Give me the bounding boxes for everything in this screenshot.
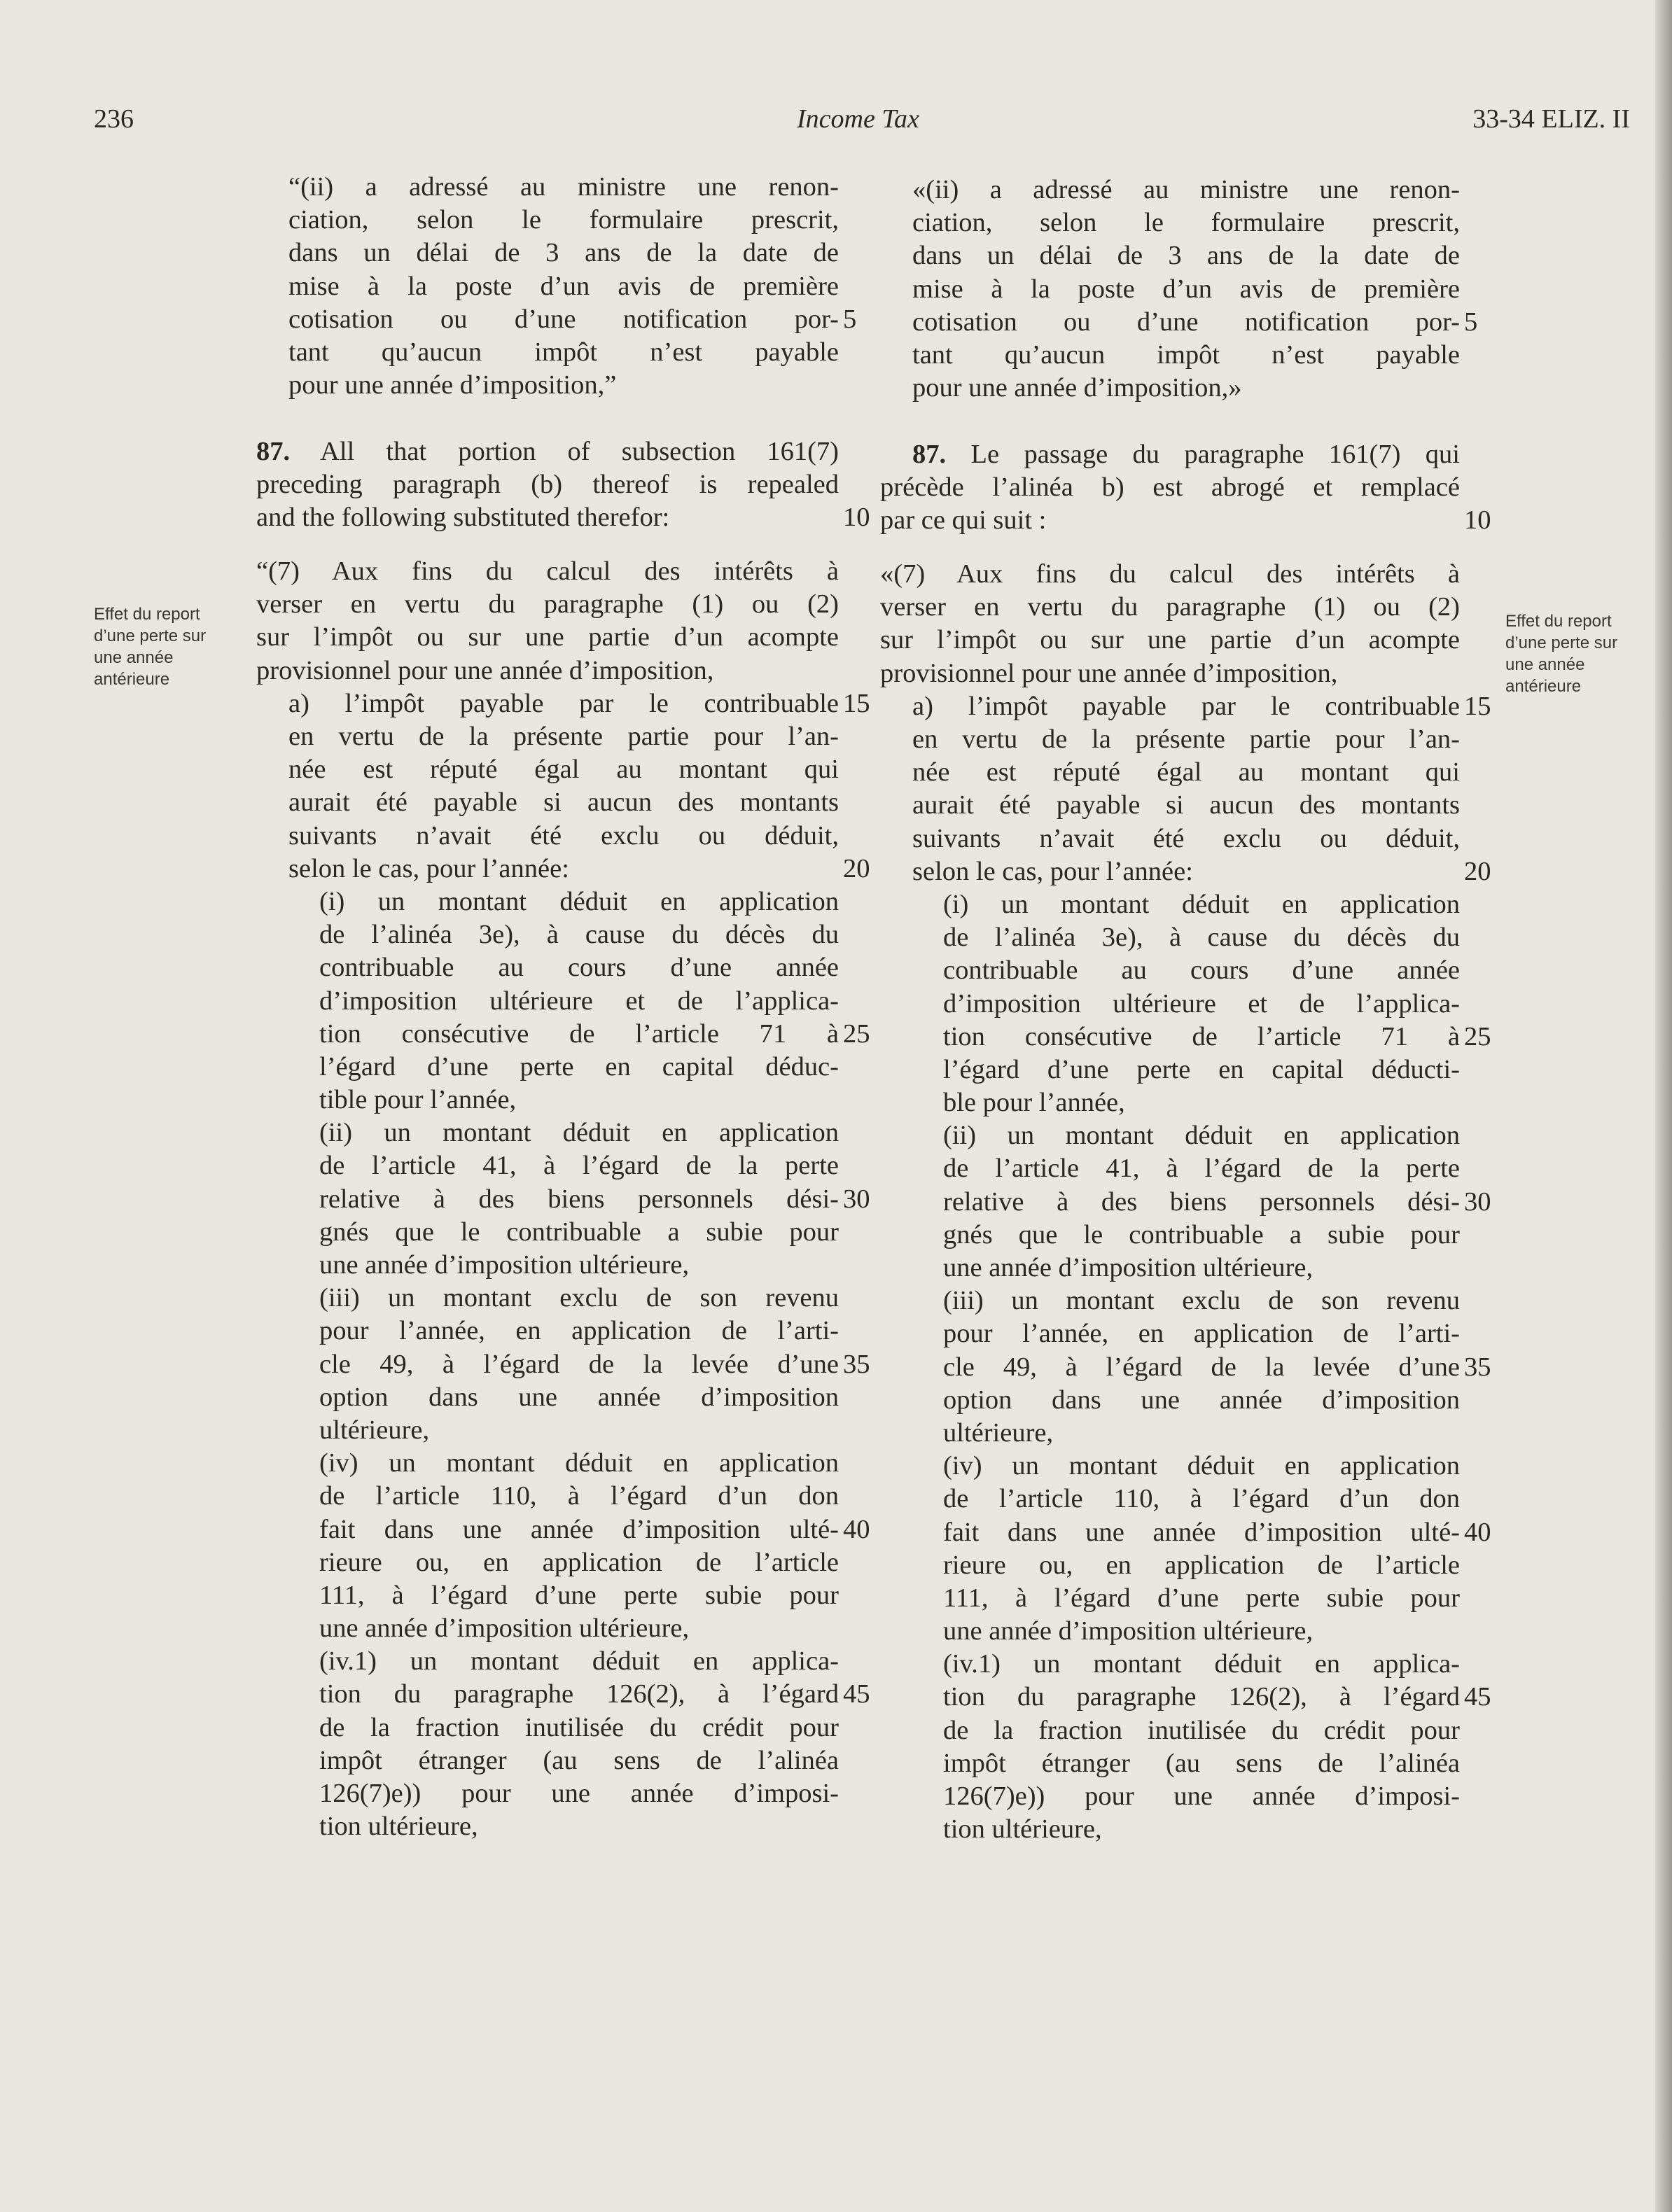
line-text: (i) un montant déduit en application (943, 889, 1460, 919)
line-text: une année d’imposition ultérieure, (943, 1253, 1314, 1282)
line-text: ultérieure, (319, 1415, 430, 1445)
text-line (256, 270, 839, 303)
paragraph-gap (880, 537, 1460, 558)
text-line (880, 822, 1460, 855)
text-line (880, 1284, 1460, 1317)
line-text: impôt étranger (au sens de l’alinéa (943, 1748, 1460, 1778)
text-line (880, 1252, 1460, 1284)
line-text: (iii) un montant exclu de son revenu (319, 1283, 839, 1313)
line-text: suivants n’avait été exclu ou déduit, (912, 823, 1460, 853)
text-line (880, 988, 1460, 1021)
text-line (880, 1615, 1460, 1648)
text-line (880, 372, 1460, 405)
line-text: tion du paragraphe 126(2), à l’égard (943, 1682, 1460, 1712)
text-line (256, 1315, 839, 1348)
text-line (880, 504, 1491, 537)
line-text: tion consécutive de l’article 71 à (943, 1021, 1460, 1051)
text-line (256, 1645, 839, 1678)
english-column (256, 171, 870, 1843)
text-line (880, 1186, 1491, 1219)
text-line (880, 1086, 1460, 1119)
line-text: 87. Le passage du paragraphe 161(7) qui (912, 439, 1460, 469)
line-text: née est réputé égal au montant qui (288, 755, 839, 785)
running-title: Income Tax (797, 104, 919, 134)
line-text: tant qu’aucun impôt n’est payable (912, 340, 1460, 370)
margin-note-line: une année (1505, 655, 1585, 674)
text-line (880, 888, 1460, 921)
line-text: mise à la poste d’un avis de première (288, 271, 839, 301)
line-text: de l’article 110, à l’égard d’un don (319, 1481, 839, 1511)
line-text: (iv) un montant déduit en application (319, 1448, 839, 1478)
line-text: aurait été payable si aucun des montants (912, 790, 1460, 820)
line-text: verser en vertu du paragraphe (1) ou (2) (880, 592, 1460, 622)
margin-note-line: d’une perte sur (1505, 634, 1618, 652)
line-text: ciation, selon le formulaire prescrit, (288, 205, 839, 235)
text-line (256, 1116, 839, 1149)
line-text: rieure ou, en application de l’article (943, 1550, 1460, 1580)
text-line (256, 918, 839, 951)
line-text: d’imposition ultérieure et de l’applica- (943, 988, 1460, 1018)
text-line (880, 690, 1491, 723)
line-text: pour une année d’imposition,» (912, 373, 1242, 403)
line-text: aurait été payable si aucun des montants (288, 788, 839, 818)
text-line (880, 273, 1460, 306)
line-text: en vertu de la présente partie pour l’an- (288, 722, 839, 751)
line-text: rieure ou, en application de l’article (319, 1547, 839, 1577)
line-text: dans un délai de 3 ans de la date de (912, 241, 1460, 271)
text-line (256, 1249, 839, 1282)
line-text: selon le cas, pour l’année: (288, 853, 569, 883)
margin-note-left (94, 603, 241, 690)
line-text: sur l’impôt ou sur une partie d’un acompte (256, 622, 839, 652)
line-number: 40 (843, 1514, 870, 1544)
line-number: 35 (843, 1349, 870, 1379)
line-text: suivants n’avait été exclu ou déduit, (288, 820, 839, 850)
text-line (256, 588, 839, 621)
line-text: ble pour l’année, (943, 1088, 1125, 1118)
text-line (880, 954, 1460, 987)
paragraph-gap (256, 534, 839, 555)
line-text: tion du paragraphe 126(2), à l’égard (319, 1679, 839, 1709)
text-line (880, 1450, 1460, 1483)
line-text: cotisation ou d’une notification por- (288, 304, 839, 334)
text-line (256, 1149, 839, 1182)
text-line (256, 1084, 839, 1116)
line-number: 30 (843, 1184, 870, 1214)
line-text: 126(7)e)) pour une année d’imposi- (319, 1779, 839, 1808)
text-line (256, 820, 839, 853)
text-line (256, 1513, 870, 1546)
line-text: relative à des biens personnels dési- (319, 1184, 839, 1214)
text-line (256, 853, 870, 886)
line-text: de l’article 110, à l’égard d’un don (943, 1484, 1460, 1514)
text-line (880, 558, 1460, 591)
line-text: relative à des biens personnels dési- (943, 1186, 1460, 1217)
section-number: 87. (256, 436, 291, 466)
line-text: sur l’impôt ou sur une partie d’un acompte (880, 625, 1460, 655)
line-text: a) l’impôt payable par le contribuable (912, 691, 1460, 721)
line-text: une année d’imposition ultérieure, (319, 1614, 690, 1644)
text-line (256, 555, 839, 588)
text-line (880, 1516, 1491, 1549)
line-text: de l’article 41, à l’égard de la perte (319, 1151, 839, 1181)
line-text: (i) un montant déduit en application (319, 886, 839, 916)
line-text: “(7) Aux fins du calcul des intérêts à (256, 556, 839, 587)
line-text: précède l’alinéa b) est abrogé et remplacé (880, 472, 1460, 502)
line-text: contribuable au cours d’une année (943, 955, 1460, 986)
line-text: 111, à l’égard d’une perte subie pour (319, 1580, 839, 1610)
text-line (880, 624, 1460, 657)
margin-note-line: d’une perte sur (94, 626, 207, 645)
line-text: «(ii) a adressé au ministre une renon- (912, 175, 1460, 204)
line-number: 15 (1464, 691, 1491, 721)
text-line (256, 237, 839, 270)
text-line (256, 1282, 839, 1315)
text-line (880, 1219, 1460, 1252)
text-line (256, 621, 839, 654)
margin-note-line: antérieure (1505, 677, 1582, 696)
line-number: 40 (1464, 1517, 1491, 1547)
text-line (880, 1747, 1460, 1780)
line-number: 20 (843, 853, 870, 883)
line-text: selon le cas, pour l’année: (912, 856, 1193, 886)
line-text: née est réputé égal au montant qui (912, 757, 1460, 788)
text-line (880, 855, 1491, 888)
line-text: pour une année d’imposition,” (288, 370, 617, 400)
text-line (880, 756, 1460, 789)
margin-note-right (1505, 610, 1652, 697)
text-line (880, 1152, 1460, 1185)
line-text: preceding paragraph (b) thereof is repealed (256, 469, 839, 499)
line-text: «(7) Aux fins du calcul des intérêts à (880, 559, 1460, 589)
text-line (880, 1549, 1460, 1582)
text-line (256, 1777, 839, 1810)
text-line (256, 369, 839, 402)
line-text: l’égard d’une perte en capital déducti- (943, 1054, 1460, 1084)
text-line (880, 438, 1460, 471)
text-line (880, 1417, 1460, 1450)
text-line (880, 1119, 1460, 1152)
text-line (256, 501, 870, 534)
text-line (256, 1810, 839, 1843)
line-text: en vertu de la présente partie pour l’an- (912, 724, 1460, 754)
line-text: (ii) un montant déduit en application (319, 1118, 839, 1148)
text-line (256, 1480, 839, 1513)
margin-note-line: Effet du report (94, 605, 200, 624)
line-text: cotisation ou d’une notification por- (912, 307, 1460, 337)
line-text: a) l’impôt payable par le contribuable (288, 688, 839, 718)
margin-note-line: une année (94, 648, 174, 667)
line-text: 126(7)e)) pour une année d’imposi- (943, 1782, 1460, 1811)
line-number: 25 (843, 1018, 870, 1049)
line-number: 25 (1464, 1021, 1491, 1051)
line-text: de l’alinéa 3e), à cause du décès du (319, 920, 839, 950)
text-line (256, 1414, 839, 1447)
text-line (256, 468, 839, 501)
line-text: fait dans une année d’imposition ulté- (319, 1514, 839, 1544)
line-text: option dans une année d’imposition (319, 1382, 839, 1412)
text-line (256, 336, 839, 369)
text-line (880, 591, 1460, 624)
line-text: 87. All that portion of subsection 161(7) (256, 436, 839, 466)
line-text: gnés que le contribuable a subie pour (943, 1219, 1460, 1250)
text-line (256, 1018, 870, 1051)
text-line (256, 204, 839, 237)
line-text: l’égard d’une perte en capital déduc- (319, 1051, 839, 1082)
text-line (256, 1744, 839, 1777)
line-text: une année d’imposition ultérieure, (943, 1616, 1314, 1646)
text-line (880, 921, 1460, 954)
margin-note-line: Effet du report (1505, 612, 1612, 631)
text-line (880, 1681, 1491, 1714)
text-line (880, 789, 1460, 822)
text-line (256, 753, 839, 786)
line-number: 45 (1464, 1682, 1491, 1712)
line-number: 5 (1464, 307, 1478, 337)
line-text: ciation, selon le formulaire prescrit, (912, 208, 1460, 238)
text-line (256, 720, 839, 753)
french-column (880, 174, 1491, 1846)
text-line (880, 1780, 1460, 1813)
text-line (880, 1351, 1491, 1384)
text-line (880, 174, 1460, 206)
line-text: une année d’imposition ultérieure, (319, 1250, 690, 1280)
text-line (256, 171, 839, 204)
text-line (256, 951, 839, 984)
text-line (256, 1183, 870, 1216)
text-line (256, 1381, 839, 1414)
line-text: dans un délai de 3 ans de la date de (288, 238, 839, 268)
paragraph-gap (880, 405, 1460, 438)
text-line (880, 657, 1460, 690)
text-line (256, 303, 857, 336)
line-text: par ce qui suit : (880, 505, 1047, 535)
line-text: impôt étranger (au sens de l’alinéa (319, 1745, 839, 1775)
line-text: de la fraction inutilisée du crédit pour (319, 1712, 839, 1742)
text-line (880, 1813, 1460, 1846)
line-text: gnés que le contribuable a subie pour (319, 1217, 839, 1247)
text-line (880, 723, 1460, 756)
line-number: 30 (1464, 1186, 1491, 1217)
line-number: 10 (843, 502, 870, 532)
section-number: 87. (912, 439, 947, 469)
text-line (256, 985, 839, 1018)
line-text: tible pour l’année, (319, 1085, 517, 1115)
text-line (880, 1483, 1460, 1516)
line-text: (iv.1) un montant déduit en applica- (943, 1649, 1460, 1679)
line-text: provisionnel pour une année d’imposition, (880, 658, 1338, 688)
line-text: pour l’année, en application de l’arti- (319, 1316, 839, 1346)
line-text: (ii) un montant déduit en application (943, 1121, 1460, 1151)
text-line (256, 786, 839, 819)
text-line (256, 1051, 839, 1084)
text-line (880, 239, 1460, 272)
paragraph-gap (256, 402, 839, 435)
line-text: cle 49, à l’égard de la levée d’une (319, 1349, 839, 1379)
line-text: (iv) un montant déduit en application (943, 1451, 1460, 1481)
line-number: 45 (843, 1679, 870, 1709)
line-text: and the following substituted therefor: (256, 502, 670, 532)
text-line (256, 435, 839, 468)
line-text: de l’article 41, à l’égard de la perte (943, 1154, 1460, 1184)
text-line (256, 886, 839, 918)
line-number: 35 (1464, 1352, 1491, 1382)
line-text: tant qu’aucun impôt n’est payable (288, 337, 839, 367)
page-number: 236 (94, 104, 134, 134)
margin-note-line: antérieure (94, 670, 170, 689)
line-text: de la fraction inutilisée du crédit pour (943, 1715, 1460, 1745)
text-line (880, 1317, 1460, 1350)
line-text: d’imposition ultérieure et de l’applica- (319, 986, 839, 1016)
line-text: “(ii) a adressé au ministre une renon- (288, 172, 839, 202)
text-line (256, 1712, 839, 1744)
line-text: 111, à l’égard d’une perte subie pour (943, 1583, 1460, 1613)
text-line (256, 1348, 870, 1381)
text-line (256, 1216, 839, 1249)
line-text: (iv.1) un montant déduit en applica- (319, 1646, 839, 1676)
line-text: provisionnel pour une année d’imposition, (256, 655, 714, 685)
text-line (880, 471, 1460, 504)
text-line (880, 1384, 1460, 1417)
text-line (256, 654, 839, 687)
text-line (256, 1546, 839, 1579)
line-text: pour l’année, en application de l’arti- (943, 1319, 1460, 1349)
line-text: (iii) un montant exclu de son revenu (943, 1286, 1460, 1316)
line-number: 15 (843, 688, 870, 718)
line-text: cle 49, à l’égard de la levée d’une (943, 1352, 1460, 1382)
line-text: tion ultérieure, (943, 1814, 1102, 1844)
text-line (880, 1054, 1460, 1086)
text-line (880, 1648, 1460, 1681)
statute-reference: 33-34 ELIZ. II (1472, 104, 1630, 134)
line-text: tion ultérieure, (319, 1812, 478, 1842)
text-line (880, 206, 1460, 239)
text-line (880, 1714, 1460, 1747)
text-line (256, 1447, 839, 1480)
line-text: mise à la poste d’un avis de première (912, 274, 1460, 304)
line-text: de l’alinéa 3e), à cause du décès du (943, 923, 1460, 953)
line-number: 20 (1464, 856, 1491, 886)
line-number: 10 (1464, 505, 1491, 535)
line-text: ultérieure, (943, 1418, 1054, 1448)
line-text: fait dans une année d’imposition ulté- (943, 1517, 1460, 1547)
page-edge-shadow (1655, 0, 1672, 2212)
text-line (880, 1021, 1491, 1054)
line-text: option dans une année d’imposition (943, 1385, 1460, 1415)
text-line (256, 1678, 870, 1711)
text-line (256, 1579, 839, 1612)
text-line (880, 1582, 1460, 1615)
line-text: verser en vertu du paragraphe (1) ou (2) (256, 589, 839, 620)
line-text: tion consécutive de l’article 71 à (319, 1018, 839, 1049)
text-line (256, 687, 870, 720)
line-number: 5 (843, 304, 857, 334)
text-line (256, 1612, 839, 1645)
text-line (880, 306, 1478, 339)
text-line (880, 339, 1460, 372)
line-text: contribuable au cours d’une année (319, 953, 839, 983)
